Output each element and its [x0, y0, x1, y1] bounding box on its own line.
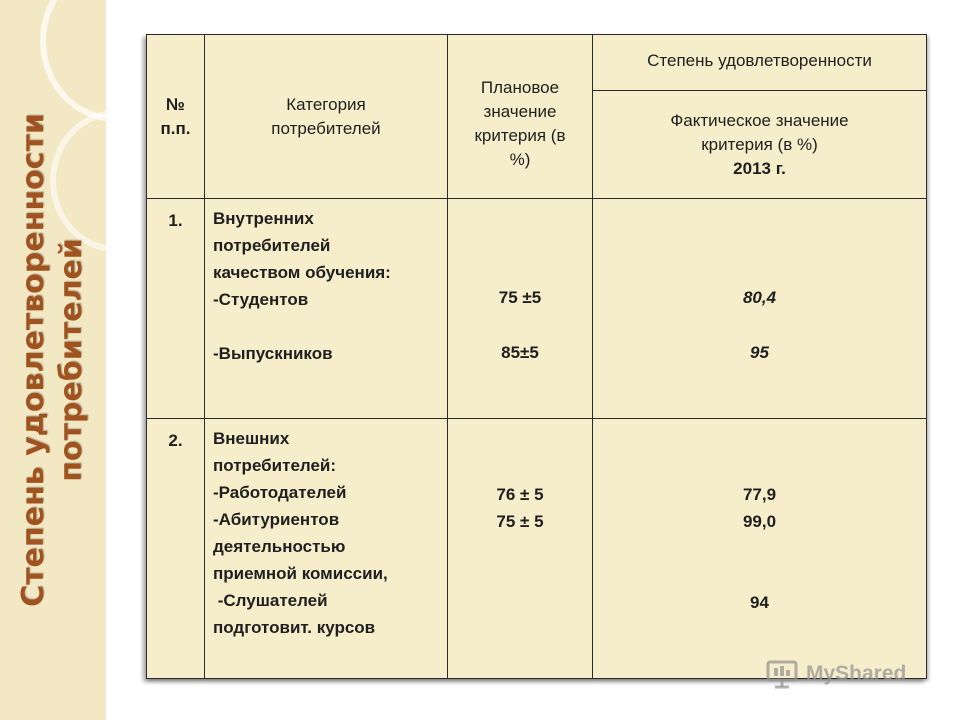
table-row	[147, 199, 927, 419]
row-category: Внешних потребителей: -Работодателей -Абитуриентов деятельностью приемной комиссии, -Слушателей подготовит. курсов	[205, 419, 448, 679]
header-num: № п.п.	[147, 35, 205, 199]
row-fact: 77,9 99,0 94	[593, 419, 927, 679]
header-group: Степень удовлетворенности	[593, 35, 927, 91]
row-plan: 76 ± 5 75 ± 5	[448, 419, 593, 679]
row-num: 1.	[147, 199, 205, 419]
watermark-text: MyShared	[806, 662, 907, 685]
satisfaction-table	[146, 34, 927, 679]
slide-title-line1: Степень удовлетворенности	[16, 113, 51, 607]
header-plan: Плановое значение критерия (в %)	[448, 35, 593, 199]
side-band	[0, 0, 106, 720]
slide-title	[0, 0, 106, 720]
row-category: Внутренних потребителей качеством обучения: -Студентов -Выпускников	[205, 199, 448, 419]
row-plan: 75 ±5 85±5	[448, 199, 593, 419]
watermark	[766, 656, 906, 692]
table-row	[147, 419, 927, 679]
presentation-icon	[766, 659, 800, 689]
slide-title-line2: потребителей	[54, 238, 89, 482]
row-fact: 80,4 95	[593, 199, 927, 419]
header-fact: Фактическое значение критерия (в %) 2013 г.	[593, 91, 927, 199]
header-category: Категория потребителей	[205, 35, 448, 199]
row-num: 2.	[147, 419, 205, 679]
